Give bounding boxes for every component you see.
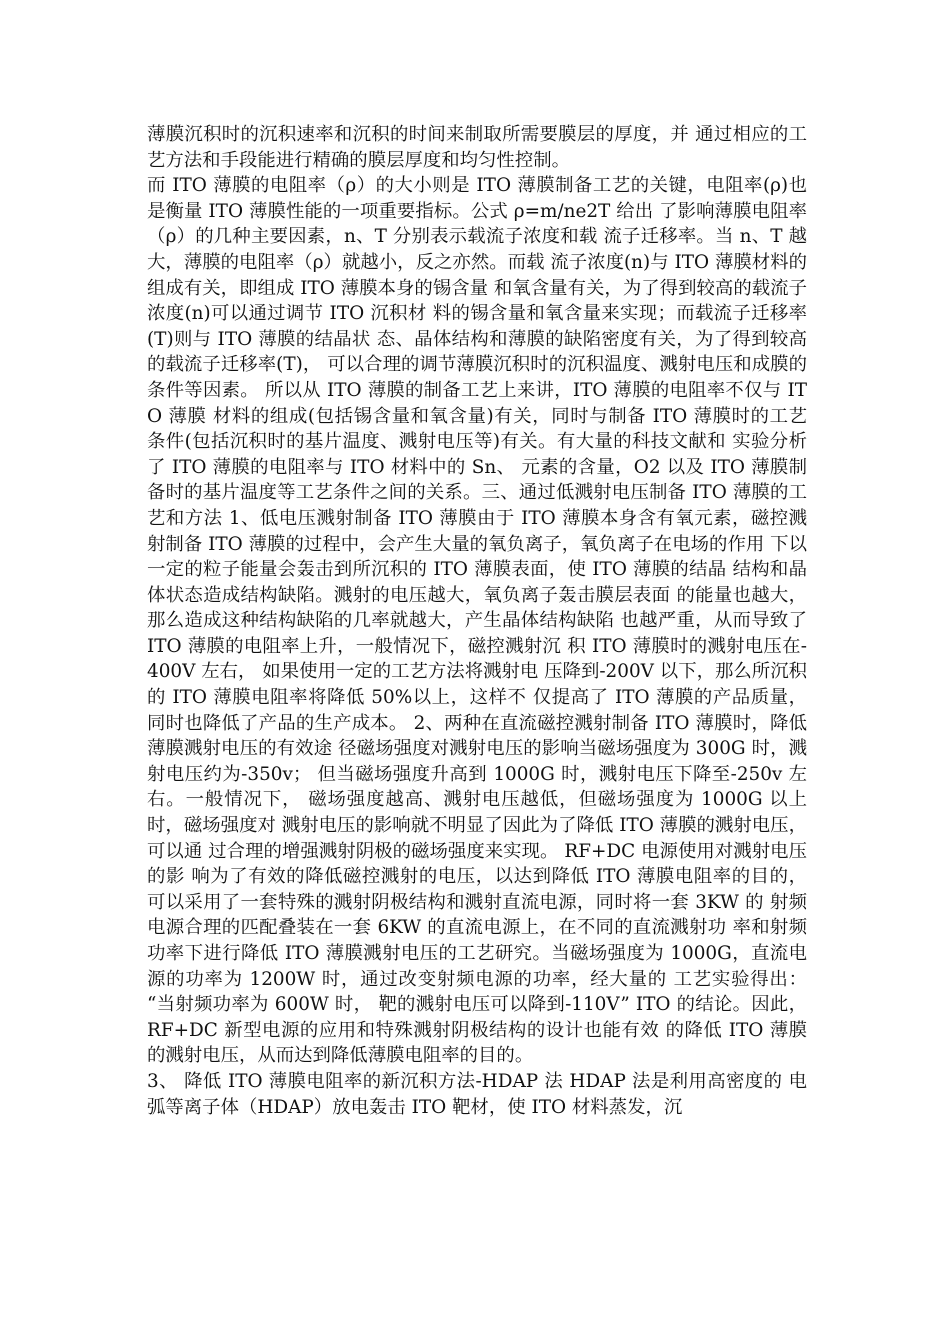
paragraph-2: 而 ITO 薄膜的电阻率（ρ）的大小则是 ITO 薄膜制备工艺的关键，电阻率(ρ)也是衡量 ITO 薄膜性能的一项重要指标。公式 ρ=m/ne2T 给出 了影响薄膜电阻率（ρ）的几种主要因素，n、T 分别表示载流子浓度和载 流子迁移率。当 n、T 越大，薄膜的电阻率（ρ）就越小，反之亦然。而载 流子浓度(n)与 ITO 薄膜材料的组成有关，即组成 ITO 薄膜本身的锡含量 和氧含量有关，为了得到较高的载流子浓度(n)可以通过调节 ITO 沉积材 料的锡含量和氧含量来实现；而载流子迁移率(T)则与 ITO 薄膜的结晶状 态、晶体结构和薄膜的缺陷密度有关，为了得到较高的载流子迁移率(T)， 可以合理的调节薄膜沉积时的沉积温度、溅射电压和成膜的条件等因素。 所以从 ITO 薄膜的制备工艺上来讲，ITO 薄膜的电阻率不仅与 ITO 薄膜 材料的组成(包括锡含量和氧含量)有关，同时与制备 ITO 薄膜时的工艺 条件(包括沉积时的基片温度、溅射电压等)有关。有大量的科技文献和 实验分析了 ITO 薄膜的电阻率与 ITO 材料中的 Sn、 元素的含量，O2 以及 ITO 薄膜制备时的基片温度等工艺条件之间的关系。三、通过低溅射电压制备 ITO 薄膜的工艺和方法 1、低电压溅射制备 ITO 薄膜由于 ITO 薄膜本身含有氧元素，磁控溅射制备 ITO 薄膜的过程中，会产生大量的氧负离子，氧负离子在电场的作用 下以一定的粒子能量会轰击到所沉积的 ITO 薄膜表面，使 ITO 薄膜的结晶 结构和晶体状态造成结构缺陷。溅射的电压越大，氧负离子轰击膜层表面 的能量也越大，那么造成这种结构缺陷的几率就越大，产生晶体结构缺陷 也越严重，从而导致了 ITO 薄膜的电阻率上升，一般情况下，磁控溅射沉 积 ITO 薄膜时的溅射电压在-400V 左右， 如果使用一定的工艺方法将溅射电 压降到-200V 以下，那么所沉积的 ITO 薄膜电阻率将降低 50%以上，这样不 仅提高了 ITO 薄膜的产品质量，同时也降低了产品的生产成本。 2、两种在直流磁控溅射制备 ITO 薄膜时，降低薄膜溅射电压的有效途 径磁场强度对溅射电压的影响当磁场强度为 300G 时，溅射电压约为-350v； 但当磁场强度升高到 1000G 时，溅射电压下降至-250v 左右。一般情况下， 磁场强度越高、溅射电压越低，但磁场强度为 1000G 以上时，磁场强度对 溅射电压的影响就不明显了因此为了降低 ITO 薄膜的溅射电压，可以通 过合理的增强溅射阴极的磁场强度来实现。 RF+DC 电源使用对溅射电压的影 响为了有效的降低磁控溅射的电压，以达到降低 ITO 薄膜电阻率的目的， 可以采用了一套特殊的溅射阴极结构和溅射直流电源，同时将一套 3KW 的 射频电源合理的匹配叠装在一套 6KW 的直流电源上，在不同的直流溅射功 率和射频功率下进行降低 ITO 薄膜溅射电压的工艺研究。当磁场强度为 1000G，直流电源的功率为 1200W 时，通过改变射频电源的功率，经大量的 工艺实验得出： “当射频功率为 600W 时， 靶的溅射电压可以降到-110V” ITO 的结论。因此，RF+DC 新型电源的应用和特殊溅射阴极结构的设计也能有效 的降低 ITO 薄膜的溅射电压，从而达到降低薄膜电阻率的目的。 [147,175,807,1067]
document-body [147,122,807,1120]
paragraph-3: 3、 降低 ITO 薄膜电阻率的新沉积方法-HDAP 法 HDAP 法是利用高密度的 电弧等离子体（HDAP）放电轰击 ITO 靶材，使 ITO 材料蒸发，沉 [147,1070,807,1118]
paragraph-1: 薄膜沉积时的沉积速率和沉积的时间来制取所需要膜层的厚度，并 通过相应的工艺方法和手段能进行精确的膜层厚度和均匀性控制。 [147,124,807,171]
